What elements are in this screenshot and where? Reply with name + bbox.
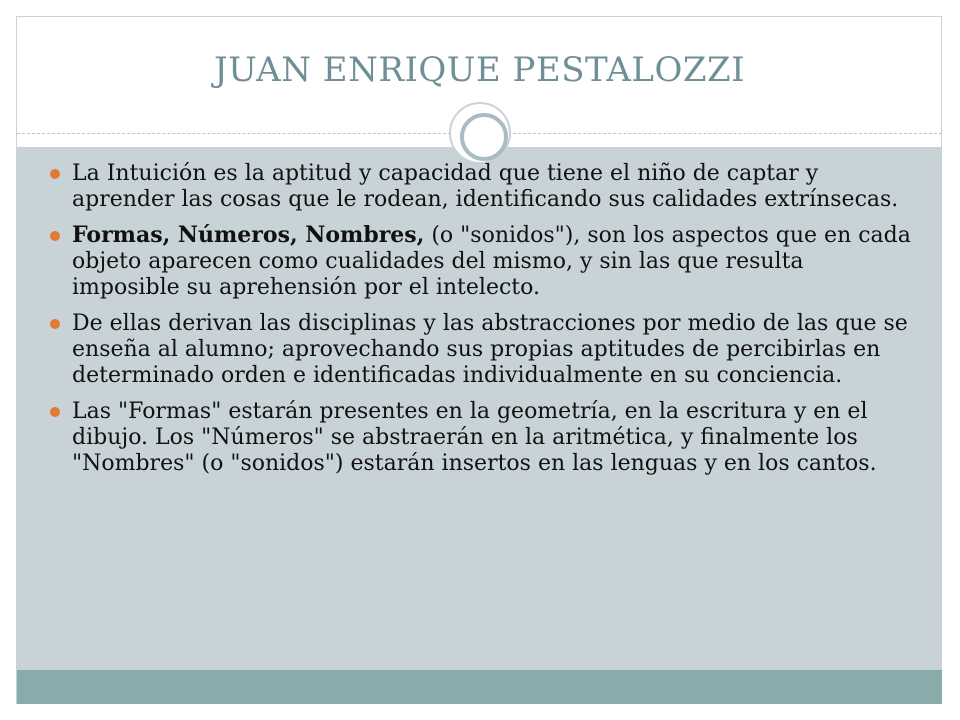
bullet-dot-icon — [50, 169, 60, 179]
inner-ring — [460, 113, 508, 161]
slide-title: JUAN ENRIQUE PESTALOZZI — [213, 50, 746, 90]
bullet-dot-icon — [50, 231, 60, 241]
list-item — [46, 310, 916, 389]
bullet-text: Las "Formas" estarán presentes en la geometría, en la escritura y en el dibujo. Los "Números" se abstraerán en la aritmética, y finalmente los "Nombres" (o "sonidos") estarán insertos en las lenguas y en los cantos. — [72, 399, 877, 476]
bullet-dot-icon — [50, 407, 60, 417]
list-item — [46, 398, 916, 477]
circle-ring-icon — [449, 102, 511, 164]
list-item — [46, 222, 916, 301]
bullet-bold-text: Formas, Números, Nombres, — [72, 222, 425, 248]
bullet-list — [46, 160, 916, 486]
bullet-text: De ellas derivan las disciplinas y las abstracciones por medio de las que se enseña al alumno; aprovechando sus propias aptitudes de percibirlas en determinado orden e identificadas individualmente en su conciencia. — [72, 311, 908, 388]
bullet-dot-icon — [50, 319, 60, 329]
list-item — [46, 160, 916, 213]
bullet-text: (o "sonidos"), son los aspectos que en cada objeto aparecen como cualidades del mismo, y sin las que resulta imposible su aprehensión por el intelecto. — [72, 223, 911, 300]
bullet-text: La Intuición es la aptitud y capacidad que tiene el niño de captar y aprender las cosas que le rodean, identificando sus calidades extrínsecas. — [72, 161, 899, 212]
footer-band — [17, 670, 942, 704]
